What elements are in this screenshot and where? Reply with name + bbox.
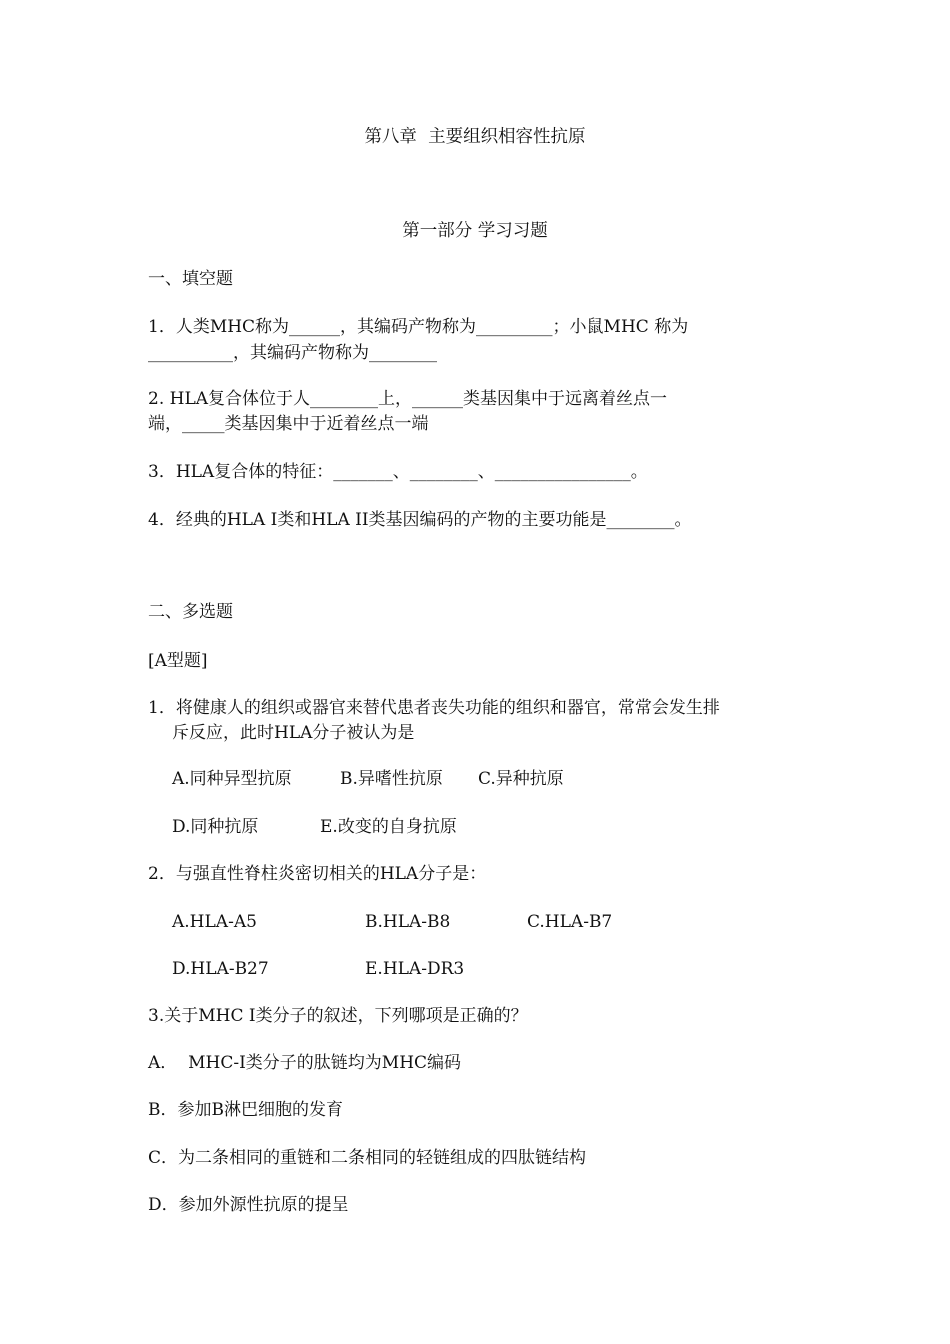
mc-question-2-option-a: A.HLA-A5 [172,912,257,932]
subheading-type-a: [A型题] [148,651,208,671]
mc-question-2-option-e: E.HLA-DR3 [365,959,465,979]
fill-question-3: 3．HLA复合体的特征：_______、________、________________。 [148,462,648,482]
mc-question-2-option-c: C.HLA-B7 [527,912,613,932]
fill-question-2-line1: 2. HLA复合体位于人________上，______类基因集中于远离着丝点一 [148,389,668,409]
section-heading-fill-in: 一、填空题 [148,269,233,289]
chapter-title: 第八章 主要组织相容性抗原 [364,127,586,147]
fill-question-1-line2: __________，其编码产物称为________ [148,343,437,363]
mc-question-3-option-c: C．为二条相同的重链和二条相同的轻链组成的四肽链结构 [148,1148,587,1168]
mc-question-3-option-a: A． MHC-I类分子的肽链均为MHC编码 [148,1053,462,1073]
mc-question-1-option-b: B.异嗜性抗原 [340,769,443,789]
mc-question-1-option-e: E.改变的自身抗原 [320,817,457,837]
fill-question-1-line1: 1．人类MHC称为______，其编码产物称为_________；小鼠MHC 称为 [148,317,689,337]
mc-question-3-option-d: D．参加外源性抗原的提呈 [148,1195,349,1215]
mc-question-1-option-c: C.异种抗原 [478,769,564,789]
mc-question-3: 3.关于MHC I类分子的叙述，下列哪项是正确的？ [148,1006,528,1026]
mc-question-2-option-b: B.HLA-B8 [365,912,451,932]
mc-question-2-option-d: D.HLA-B27 [172,959,269,979]
mc-question-1-line2: 斥反应，此时HLA分子被认为是 [172,723,415,743]
part-title: 第一部分 学习习题 [402,221,548,241]
mc-question-1-option-a: A.同种异型抗原 [172,769,292,789]
mc-question-1-line1: 1．将健康人的组织或器官来替代患者丧失功能的组织和器官，常常会发生排 [148,698,720,718]
fill-question-4: 4．经典的HLA I类和HLA II类基因编码的产物的主要功能是________。 [148,510,692,530]
mc-question-3-option-b: B．参加B淋巴细胞的发育 [148,1100,343,1120]
fill-question-2-line2: 端，_____类基因集中于近着丝点一端 [148,414,429,434]
mc-question-1-option-d: D.同种抗原 [172,817,259,837]
section-heading-multiple-choice: 二、多选题 [148,602,233,622]
mc-question-2: 2．与强直性脊柱炎密切相关的HLA分子是： [148,864,487,884]
